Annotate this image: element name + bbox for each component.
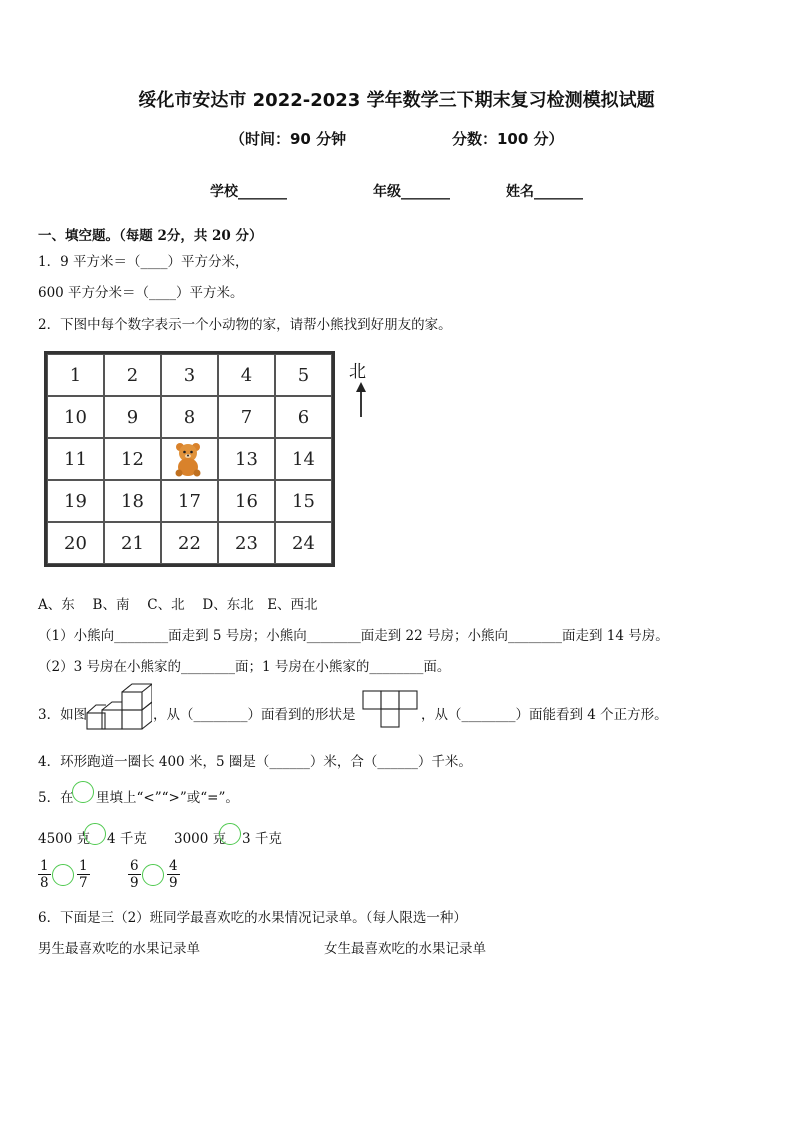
girls-record-title: 女生最喜欢吃的水果记录单 [324, 941, 486, 957]
page-title: 绥化市安达市 2022-2023 学年数学三下期末复习检测模拟试题 [138, 90, 655, 111]
grade-field[interactable]: 年级_______ [373, 184, 450, 200]
question-5-suffix: 里填上“<”“>”或“=”。 [96, 790, 239, 806]
grid-cell-15: 15 [275, 480, 332, 522]
grid-cell-20: 20 [47, 522, 104, 564]
exam-time: （时间：90 分钟 [230, 130, 347, 148]
school-field[interactable]: 学校_______ [210, 184, 287, 200]
question-3-suffix: ，从（________）面能看到 4 个正方形。 [421, 707, 668, 723]
grid-cell-14: 14 [275, 438, 332, 480]
grid-cell-16: 16 [218, 480, 275, 522]
grid-cell-4: 4 [218, 354, 275, 396]
question-2-sub-1: （1）小熊向________面走到 5 号房；小熊向________面走到 22 号房；小熊向________面走到 14 号房。 [38, 628, 669, 644]
fraction-1-left: $\frac{1}{8}$ [40, 858, 49, 891]
direction-options: A、东 B、南 C、北 D、东北 E、西北 [38, 597, 318, 613]
grid-cell-11: 11 [47, 438, 104, 480]
north-label: 北 [349, 362, 366, 382]
grid-cell-21: 21 [104, 522, 161, 564]
compare-2-right: 3 千克 [242, 831, 282, 847]
question-2-stem: 2．下图中每个数字表示一个小动物的家，请帮小熊找到好朋友的家。 [38, 317, 452, 333]
grid-cell-17: 17 [161, 480, 218, 522]
grid-cell-24: 24 [275, 522, 332, 564]
compare-1-left: 4500 克 [38, 831, 91, 847]
grid-cell-19: 19 [47, 480, 104, 522]
question-6-stem: 6．下面是三（2）班同学最喜欢吃的水果情况记录单。（每人限选一种） [38, 910, 467, 926]
grid-cell-6: 6 [275, 396, 332, 438]
grid-cell-22: 22 [161, 522, 218, 564]
compare-circle-3[interactable] [52, 864, 74, 886]
fraction-1-right: $\frac{1}{7}$ [79, 858, 88, 891]
fraction-2-right: $\frac{4}{9}$ [169, 858, 178, 891]
exam-score: 分数：100 分） [452, 130, 564, 148]
compare-circle-1[interactable] [84, 823, 106, 845]
question-3-prefix: 3．如图 [38, 707, 88, 723]
grid-cell-3: 3 [161, 354, 218, 396]
grid-cell-23: 23 [218, 522, 275, 564]
question-4: 4．环形跑道一圈长 400 米，5 圈是（______）米，合（______）千米。 [38, 754, 472, 770]
grid-cell-8: 8 [161, 396, 218, 438]
compare-1-right: 4 千克 [107, 831, 147, 847]
grid-cell-13: 13 [218, 438, 275, 480]
section-heading: 一、填空题。（每题 2分，共 20 分） [38, 228, 263, 244]
grid-cell-1: 1 [47, 354, 104, 396]
question-5-prefix: 5．在 [38, 790, 74, 806]
fraction-2-left: $\frac{6}{9}$ [130, 858, 139, 891]
question-2-sub-2: （2）3 号房在小熊家的________面；1 号房在小熊家的________面。 [38, 659, 451, 675]
question-3-mid: ，从（________）面看到的形状是 [153, 707, 356, 723]
boys-record-title: 男生最喜欢吃的水果记录单 [38, 941, 200, 957]
view-shape-figure [362, 690, 420, 730]
grid-cell-9: 9 [104, 396, 161, 438]
question-1-line-1: 1．9 平方米＝（____）平方分米， [38, 254, 249, 270]
bear-icon [172, 441, 204, 477]
grid-cell-18: 18 [104, 480, 161, 522]
compare-circle-sample [72, 781, 94, 803]
grid-cell-2: 2 [104, 354, 161, 396]
name-field[interactable]: 姓名_______ [506, 184, 583, 200]
grid-cell-10: 10 [47, 396, 104, 438]
compare-circle-4[interactable] [142, 864, 164, 886]
question-1-line-2: 600 平方分米＝（____）平方米。 [38, 285, 244, 301]
grid-cell-12: 12 [104, 438, 161, 480]
grid-cell-7: 7 [218, 396, 275, 438]
north-arrow-icon [354, 382, 368, 418]
cube-stack-figure [84, 683, 152, 731]
compare-2-left: 3000 克 [174, 831, 227, 847]
compare-circle-2[interactable] [219, 823, 241, 845]
grid-cell-5: 5 [275, 354, 332, 396]
